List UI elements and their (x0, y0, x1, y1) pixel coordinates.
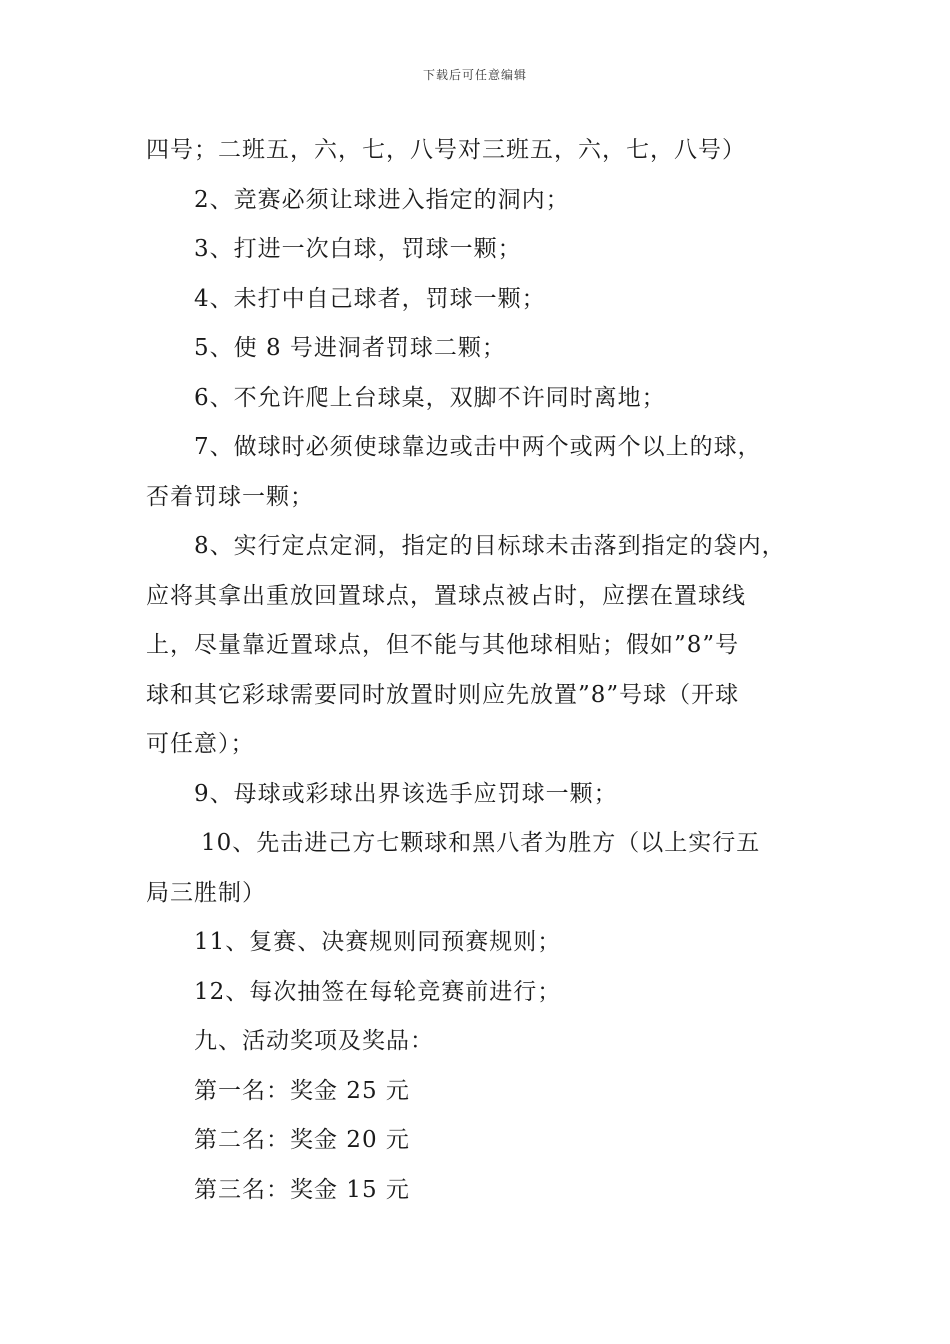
award-first: 第一名：奖金 25 元 (194, 1077, 410, 1104)
rule-item-8-cont-1: 应将其拿出重放回置球点，置球点被占时，应摆在置球线 (146, 582, 746, 609)
section-heading-awards: 九、活动奖项及奖品： (194, 1028, 434, 1054)
rule-item-7: 7、做球时必须使球靠边或击中两个或两个以上的球， (194, 434, 762, 460)
rule-item-3: 3、打进一次白球，罚球一颗； (194, 236, 522, 262)
rule-item-9: 9、母球或彩球出界该选手应罚球一颗； (194, 780, 618, 807)
rule-item-7-cont: 否着罚球一颗； (146, 483, 314, 510)
page-header: 下载后可任意编辑 (422, 68, 527, 82)
rule-item-10-cont: 局三胜制） (146, 879, 266, 906)
rule-item-8-cont-3: 球和其它彩球需要同时放置时则应先放置”8”号球（开球 (146, 681, 740, 708)
rule-item-4: 4、未打中自己球者，罚球一颗； (194, 285, 546, 312)
text-line: 四号；二班五，六，七，八号对三班五，六，七，八号） (146, 137, 746, 163)
rule-item-8-cont-4: 可任意）； (146, 731, 255, 757)
rule-item-8-cont-2: 上，尽量靠近置球点，但不能与其他球相贴；假如”8”号 (146, 632, 740, 658)
rule-item-12: 12、每次抽签在每轮竞赛前进行； (194, 978, 562, 1005)
rule-item-11: 11、复赛、决赛规则同预赛规则； (194, 929, 562, 955)
rule-item-2: 2、竞赛必须让球进入指定的洞内； (194, 186, 570, 213)
rule-item-8: 8、实行定点定洞，指定的目标球未击落到指定的袋内， (194, 533, 786, 559)
rule-item-10: 10、先击进己方七颗球和黑八者为胜方（以上实行五 (201, 830, 761, 856)
document-body (146, 126, 826, 1215)
award-second: 第二名：奖金 20 元 (194, 1127, 410, 1153)
award-third: 第三名：奖金 15 元 (194, 1176, 410, 1203)
rule-item-6: 6、不允许爬上台球桌，双脚不许同时离地； (194, 384, 666, 411)
rule-item-5: 5、使 8 号进洞者罚球二颗； (194, 335, 506, 361)
